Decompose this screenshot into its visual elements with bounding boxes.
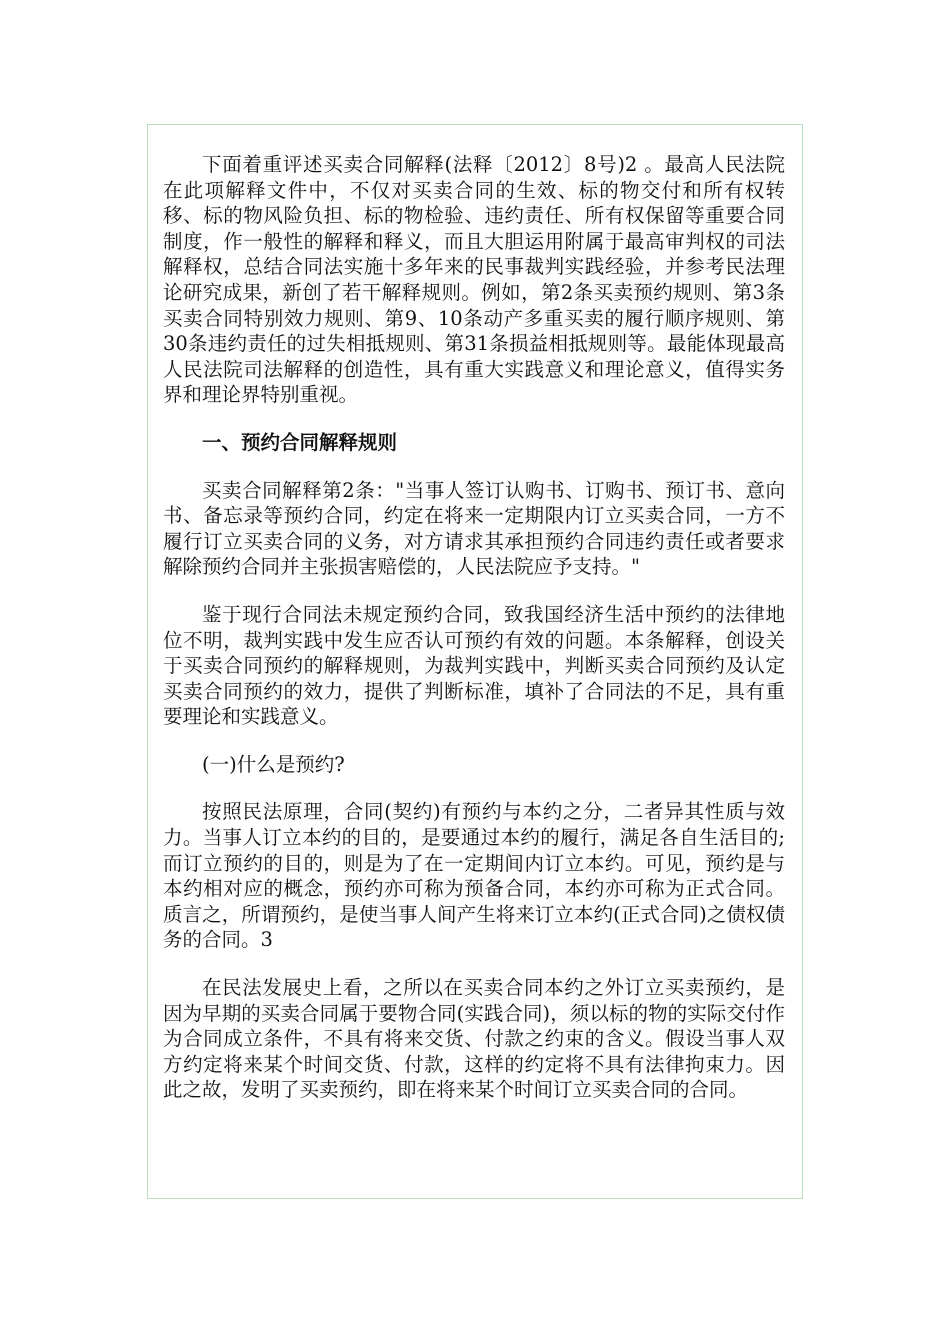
document-body (163, 152, 785, 1103)
paragraph-definition: 按照民法原理，合同(契约)有预约与本约之分，二者异其性质与效力。当事人订立本约的目的，是要通过本约的履行，满足各自生活目的;而订立预约的目的，则是为了在一定期间内订立本约。可见，预约是与本约相对应的概念，预约亦可称为预备合同，本约亦可称为正式合同。质言之，所谓预约，是使当事人间产生将来订立本约(正式合同)之债权债务的合同。3 (163, 800, 785, 952)
paragraph-article-2: 买卖合同解释第2条："当事人签订认购书、订购书、预订书、意向书、备忘录等预约合同，约定在将来一定期限内订立买卖合同，一方不履行订立买卖合同的义务，对方请求其承担预约合同违约责任或者要求解除预约合同并主张损害赔偿的，人民法院应予支持。" (163, 478, 785, 579)
subsection-heading: (一)什么是预约? (202, 752, 345, 776)
section-heading: 一、预约合同解释规则 (202, 430, 398, 454)
paragraph-intro: 下面着重评述买卖合同解释(法释〔2012〕8号)2 。最高人民法院在此项解释文件中，不仅对买卖合同的生效、标的物交付和所有权转移、标的物风险负担、标的物检验、违约责任、所有权保留等重要合同制度，作一般性的解释和释义，而且大胆运用附属于最高审判权的司法解释权，总结合同法实施十多年来的民事裁判实践经验，并参考民法理论研究成果，新创了若干解释规则。例如，第2条买卖预约规则、第3条买卖合同特别效力规则、第9、10条动产多重买卖的履行顺序规则、第30条违约责任的过失相抵规则、第31条损益相抵规则等。最能体现最高人民法院司法解释的创造性，具有重大实践意义和理论意义，值得实务界和理论界特别重视。 (163, 153, 785, 407)
paragraph-commentary: 鉴于现行合同法未规定预约合同，致我国经济生活中预约的法律地位不明，裁判实践中发生应否认可预约有效的问题。本条解释，创设关于买卖合同预约的解释规则，为裁判实践中，判断买卖合同预约及认定买卖合同预约的效力，提供了判断标准，填补了合同法的不足，具有重要理论和实践意义。 (163, 602, 785, 729)
paragraph-history: 在民法发展史上看，之所以在买卖合同本约之外订立买卖预约，是因为早期的买卖合同属于要物合同(实践合同)，须以标的物的实际交付作为合同成立条件，不具有将来交货、付款之约束的含义。假设当事人双方约定将来某个时间交货、付款，这样的约定将不具有法律拘束力。因此之故，发明了买卖预约，即在将来某个时间订立买卖合同的合同。 (163, 976, 785, 1102)
